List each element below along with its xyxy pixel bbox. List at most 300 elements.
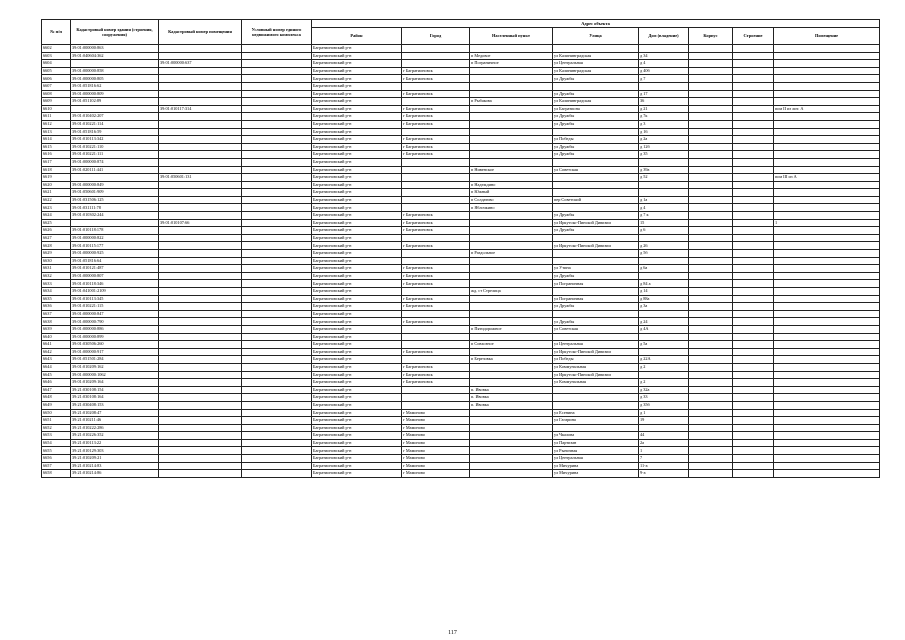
table-row: [42, 45, 880, 53]
cell-street: пер Советский: [553, 196, 639, 204]
table-row: [42, 455, 880, 463]
cell-district: Багратионовский р-н: [312, 455, 402, 463]
cell-cadastral-building: 39:01:000000:925: [71, 250, 159, 258]
cell-room: [774, 128, 880, 136]
table-row: [42, 204, 880, 212]
cell-house: 1: [639, 447, 689, 455]
cell-house: [639, 181, 689, 189]
cell-room: [774, 409, 880, 417]
cell-conditional-number: [242, 424, 312, 432]
cell-cadastral-building: 39:01:010209:162: [71, 363, 159, 371]
cell-cadastral-room: [159, 242, 242, 250]
cell-house: д 3: [639, 120, 689, 128]
cell-settlement: [470, 136, 553, 144]
cell-num: 6608: [42, 90, 71, 98]
table-row: [42, 181, 880, 189]
cell-house: д 24: [639, 318, 689, 326]
cell-city: г Багратионовск: [402, 295, 470, 303]
table-row: [42, 166, 880, 174]
cell-conditional-number: [242, 363, 312, 371]
cell-street: ул Калининградская: [553, 52, 639, 60]
cell-conditional-number: [242, 181, 312, 189]
cell-num: 6646: [42, 379, 71, 387]
cell-city: [402, 166, 470, 174]
header-district: Район: [312, 28, 402, 45]
cell-city: г Багратионовск: [402, 318, 470, 326]
cell-street: ул Коммунальная: [553, 379, 639, 387]
cell-room: [774, 280, 880, 288]
cell-settlement: [470, 113, 553, 121]
cell-district: Багратионовский р-н: [312, 105, 402, 113]
cell-num: 6648: [42, 394, 71, 402]
cell-house: [639, 333, 689, 341]
cell-district: Багратионовский р-н: [312, 143, 402, 151]
cell-cadastral-room: [159, 401, 242, 409]
cell-city: [402, 189, 470, 197]
cell-num: 6651: [42, 417, 71, 425]
cell-num: 6617: [42, 158, 71, 166]
cell-num: 6640: [42, 333, 71, 341]
cell-room: [774, 181, 880, 189]
cell-city: г Мамоново: [402, 470, 470, 478]
cell-cadastral-building: 39:01:000000:917: [71, 348, 159, 356]
cell-room: пом III из А: [774, 174, 880, 182]
cell-house: [639, 310, 689, 318]
cell-stroenie: [733, 325, 774, 333]
cell-cadastral-building: [71, 105, 159, 113]
cell-korpus: [689, 439, 733, 447]
cell-num: 6604: [42, 60, 71, 68]
cell-district: Багратионовский р-н: [312, 234, 402, 242]
cell-settlement: [470, 212, 553, 220]
cell-street: ул Центральная: [553, 60, 639, 68]
cell-num: 6643: [42, 356, 71, 364]
table-row: [42, 325, 880, 333]
page-number: 117: [448, 630, 457, 636]
cell-room: [774, 242, 880, 250]
table-row: [42, 151, 880, 159]
cell-room: [774, 67, 880, 75]
cell-street: ул Пограничная: [553, 280, 639, 288]
cell-cadastral-room: [159, 386, 242, 394]
cell-korpus: [689, 257, 733, 265]
cell-room: [774, 204, 880, 212]
table-row: [42, 348, 880, 356]
cell-settlement: [470, 371, 553, 379]
cell-district: Багратионовский р-н: [312, 310, 402, 318]
cell-house: д 39а: [639, 166, 689, 174]
cell-korpus: [689, 333, 733, 341]
cell-cadastral-building: 39:01:010113:342: [71, 136, 159, 144]
table-row: [42, 401, 880, 409]
cell-cadastral-room: [159, 272, 242, 280]
cell-street: ул Советская: [553, 325, 639, 333]
cell-street: ул Иркутско-Пинской Дивизии: [553, 371, 639, 379]
cell-settlement: [470, 470, 553, 478]
cell-district: Багратионовский р-н: [312, 90, 402, 98]
cell-cadastral-building: 39:01:031506:125: [71, 196, 159, 204]
cell-cadastral-building: 39:21:010214:86: [71, 470, 159, 478]
cell-settlement: [470, 348, 553, 356]
cell-korpus: [689, 462, 733, 470]
cell-conditional-number: [242, 234, 312, 242]
cell-korpus: [689, 455, 733, 463]
cell-room: [774, 98, 880, 106]
cell-stroenie: [733, 67, 774, 75]
cell-conditional-number: [242, 113, 312, 121]
cell-conditional-number: [242, 348, 312, 356]
cell-cadastral-building: 39:01:000000:1062: [71, 371, 159, 379]
cell-cadastral-building: 39:01:030506:260: [71, 341, 159, 349]
cell-cadastral-room: [159, 143, 242, 151]
cell-korpus: [689, 325, 733, 333]
cell-num: 6613: [42, 128, 71, 136]
cell-stroenie: [733, 333, 774, 341]
cell-city: г Багратионовск: [402, 67, 470, 75]
cell-house: [639, 371, 689, 379]
cell-city: г Багратионовск: [402, 363, 470, 371]
cell-cadastral-room: [159, 356, 242, 364]
cell-korpus: [689, 219, 733, 227]
cell-settlement: п Пограничное: [470, 60, 553, 68]
cell-city: г Мамоново: [402, 432, 470, 440]
cell-korpus: [689, 212, 733, 220]
cell-korpus: [689, 348, 733, 356]
cell-district: Багратионовский р-н: [312, 219, 402, 227]
property-register-table: [41, 19, 880, 478]
cell-street: [553, 189, 639, 197]
cell-num: 6623: [42, 204, 71, 212]
cell-cadastral-building: 39:01:041001:2109: [71, 288, 159, 296]
cell-district: Багратионовский р-н: [312, 288, 402, 296]
cell-settlement: п Березовка: [470, 356, 553, 364]
cell-stroenie: [733, 105, 774, 113]
cell-stroenie: [733, 424, 774, 432]
cell-conditional-number: [242, 386, 312, 394]
cell-settlement: п Надеждино: [470, 181, 553, 189]
cell-num: 6612: [42, 120, 71, 128]
cell-district: Багратионовский р-н: [312, 333, 402, 341]
cell-cadastral-room: [159, 310, 242, 318]
cell-house: д 35: [639, 151, 689, 159]
cell-stroenie: [733, 447, 774, 455]
cell-room: [774, 196, 880, 204]
cell-stroenie: [733, 462, 774, 470]
cell-street: [553, 128, 639, 136]
cell-korpus: [689, 265, 733, 273]
cell-korpus: [689, 67, 733, 75]
cell-stroenie: [733, 394, 774, 402]
cell-stroenie: [733, 120, 774, 128]
cell-house: д 5а: [639, 341, 689, 349]
cell-city: г Мамоново: [402, 424, 470, 432]
cell-city: [402, 128, 470, 136]
cell-district: Багратионовский р-н: [312, 52, 402, 60]
cell-district: Багратионовский р-н: [312, 386, 402, 394]
table-row: [42, 67, 880, 75]
cell-korpus: [689, 424, 733, 432]
cell-korpus: [689, 113, 733, 121]
cell-city: г Мамоново: [402, 409, 470, 417]
cell-street: ул Калининградская: [553, 67, 639, 75]
cell-conditional-number: [242, 204, 312, 212]
cell-room: [774, 325, 880, 333]
cell-cadastral-building: 39:01:010118:346: [71, 280, 159, 288]
cell-stroenie: [733, 204, 774, 212]
cell-street: ул Иркутско-Пинской Дивизии: [553, 242, 639, 250]
cell-stroenie: [733, 265, 774, 273]
cell-conditional-number: [242, 409, 312, 417]
table-row: [42, 310, 880, 318]
cell-street: ул Дружбы: [553, 113, 639, 121]
table-row: [42, 75, 880, 83]
cell-korpus: [689, 234, 733, 242]
cell-korpus: [689, 90, 733, 98]
cell-cadastral-building: 39:01:000000:899: [71, 333, 159, 341]
cell-city: г Багратионовск: [402, 90, 470, 98]
cell-conditional-number: [242, 470, 312, 478]
cell-room: [774, 394, 880, 402]
cell-district: Багратионовский р-н: [312, 348, 402, 356]
cell-cadastral-building: 39:01:000000:849: [71, 181, 159, 189]
cell-house: д 21: [639, 105, 689, 113]
cell-house: д 6: [639, 227, 689, 235]
cell-conditional-number: [242, 166, 312, 174]
cell-house: д 33: [639, 394, 689, 402]
cell-cadastral-building: 39:01:010402:207: [71, 113, 159, 121]
cell-korpus: [689, 52, 733, 60]
cell-num: 6611: [42, 113, 71, 121]
cell-cadastral-room: [159, 158, 242, 166]
cell-korpus: [689, 356, 733, 364]
cell-cadastral-building: 39:01:031111:78: [71, 204, 159, 212]
cell-settlement: п. Ивовка: [470, 386, 553, 394]
cell-district: Багратионовский р-н: [312, 363, 402, 371]
cell-street: ул Иркутско-Пинской Дивизии: [553, 219, 639, 227]
table-row: [42, 158, 880, 166]
cell-street: ул Мичурина: [553, 462, 639, 470]
cell-house: [639, 158, 689, 166]
cell-stroenie: [733, 136, 774, 144]
cell-cadastral-building: 39:01:010221:110: [71, 143, 159, 151]
cell-settlement: [470, 67, 553, 75]
cell-house: д 34: [639, 52, 689, 60]
cell-num: 6653: [42, 432, 71, 440]
cell-room: [774, 455, 880, 463]
table-row: [42, 113, 880, 121]
cell-stroenie: [733, 348, 774, 356]
cell-room: [774, 143, 880, 151]
cell-cadastral-building: 39:01:020111:441: [71, 166, 159, 174]
table-row: [42, 196, 880, 204]
cell-street: [553, 158, 639, 166]
cell-conditional-number: [242, 439, 312, 447]
cell-settlement: [470, 120, 553, 128]
cell-cadastral-room: 39:01:050601:131: [159, 174, 242, 182]
table-row: [42, 242, 880, 250]
cell-street: ул Утина: [553, 265, 639, 273]
cell-city: г Багратионовск: [402, 371, 470, 379]
table-row: [42, 227, 880, 235]
cell-city: [402, 401, 470, 409]
cell-cadastral-building: 39:01:010118:178: [71, 227, 159, 235]
cell-num: 6654: [42, 439, 71, 447]
cell-room: [774, 432, 880, 440]
cell-settlement: [470, 462, 553, 470]
cell-cadastral-room: [159, 120, 242, 128]
cell-cadastral-building: 39:01:051501:284: [71, 356, 159, 364]
cell-house: [639, 82, 689, 90]
cell-city: г Багратионовск: [402, 143, 470, 151]
cell-city: г Багратионовск: [402, 265, 470, 273]
cell-district: Багратионовский р-н: [312, 272, 402, 280]
cell-district: Багратионовский р-н: [312, 371, 402, 379]
cell-cadastral-room: [159, 424, 242, 432]
cell-stroenie: [733, 143, 774, 151]
cell-stroenie: [733, 417, 774, 425]
cell-city: [402, 257, 470, 265]
cell-cadastral-room: [159, 196, 242, 204]
cell-cadastral-room: [159, 98, 242, 106]
cell-settlement: [470, 128, 553, 136]
cell-korpus: [689, 75, 733, 83]
cell-conditional-number: [242, 60, 312, 68]
cell-room: 1: [774, 219, 880, 227]
cell-cadastral-building: 39:01:000000:790: [71, 318, 159, 326]
cell-cadastral-building: 39:01:000000:809: [71, 90, 159, 98]
header-cadastral-room: Кадастровый номер помещения: [159, 20, 242, 45]
cell-district: Багратионовский р-н: [312, 325, 402, 333]
cell-street: ул Дружбы: [553, 90, 639, 98]
cell-num: 6603: [42, 52, 71, 60]
cell-settlement: п. Ивовка: [470, 401, 553, 409]
cell-cadastral-room: [159, 250, 242, 258]
cell-city: [402, 341, 470, 349]
cell-conditional-number: [242, 67, 312, 75]
cell-stroenie: [733, 75, 774, 83]
cell-city: [402, 234, 470, 242]
cell-num: 6622: [42, 196, 71, 204]
cell-street: ул Победы: [553, 356, 639, 364]
table-row: [42, 52, 880, 60]
cell-cadastral-building: [71, 174, 159, 182]
cell-conditional-number: [242, 189, 312, 197]
cell-house: д 22А: [639, 356, 689, 364]
cell-cadastral-room: [159, 151, 242, 159]
header-cadastral-building: Кадастровый номер здания (строения, сооружения): [71, 20, 159, 45]
cell-house: д 7: [639, 75, 689, 83]
cell-room: [774, 189, 880, 197]
cell-cadastral-building: 39:01:010113:345: [71, 295, 159, 303]
cell-city: [402, 196, 470, 204]
cell-conditional-number: [242, 257, 312, 265]
cell-cadastral-building: 39:21:030108:164: [71, 394, 159, 402]
cell-room: [774, 341, 880, 349]
cell-num: 6609: [42, 98, 71, 106]
table-row: [42, 105, 880, 113]
cell-stroenie: [733, 439, 774, 447]
table-row: [42, 417, 880, 425]
cell-house: д 88а: [639, 295, 689, 303]
cell-cadastral-building: 39:01:010209:164: [71, 379, 159, 387]
cell-korpus: [689, 371, 733, 379]
cell-room: [774, 462, 880, 470]
cell-num: 6642: [42, 348, 71, 356]
cell-conditional-number: [242, 295, 312, 303]
cell-conditional-number: [242, 455, 312, 463]
cell-stroenie: [733, 257, 774, 265]
cell-stroenie: [733, 295, 774, 303]
cell-house: 36: [639, 98, 689, 106]
cell-street: ул Победы: [553, 136, 639, 144]
cell-house: д 16: [639, 128, 689, 136]
cell-korpus: [689, 295, 733, 303]
cell-cadastral-room: [159, 113, 242, 121]
cell-street: [553, 333, 639, 341]
cell-num: 6624: [42, 212, 71, 220]
cell-street: [553, 181, 639, 189]
cell-cadastral-room: [159, 371, 242, 379]
cell-cadastral-building: 39:01:010121:487: [71, 265, 159, 273]
cell-conditional-number: [242, 75, 312, 83]
table-row: [42, 257, 880, 265]
cell-room: [774, 470, 880, 478]
cell-cadastral-building: 39:01:051816:64: [71, 257, 159, 265]
cell-num: 6634: [42, 288, 71, 296]
cell-settlement: [470, 409, 553, 417]
cell-num: 6630: [42, 257, 71, 265]
cell-cadastral-room: [159, 90, 242, 98]
cell-street: ул Рыночная: [553, 447, 639, 455]
cell-settlement: [470, 439, 553, 447]
header-conditional-number: Условный номер единого недвижимого комплекса: [242, 20, 312, 45]
table-row: [42, 462, 880, 470]
cell-street: ул Дружбы: [553, 151, 639, 159]
cell-city: [402, 82, 470, 90]
cell-house: 19: [639, 417, 689, 425]
table-row: [42, 409, 880, 417]
cell-conditional-number: [242, 333, 312, 341]
cell-house: [639, 257, 689, 265]
cell-conditional-number: [242, 82, 312, 90]
cell-cadastral-room: [159, 295, 242, 303]
cell-num: 6633: [42, 280, 71, 288]
cell-num: 6615: [42, 143, 71, 151]
cell-num: 6625: [42, 219, 71, 227]
cell-district: Багратионовский р-н: [312, 196, 402, 204]
cell-city: [402, 45, 470, 53]
cell-stroenie: [733, 45, 774, 53]
table-row: [42, 424, 880, 432]
cell-cadastral-room: [159, 280, 242, 288]
cell-cadastral-building: 39:01:010221:114: [71, 120, 159, 128]
cell-cadastral-building: 39:01:010115:177: [71, 242, 159, 250]
cell-city: [402, 356, 470, 364]
cell-street: ул Мичурина: [553, 470, 639, 478]
cell-korpus: [689, 379, 733, 387]
cell-room: [774, 379, 880, 387]
cell-stroenie: [733, 288, 774, 296]
cell-house: д 2: [639, 363, 689, 371]
cell-conditional-number: [242, 143, 312, 151]
cell-city: г Багратионовск: [402, 348, 470, 356]
cell-stroenie: [733, 166, 774, 174]
cell-cadastral-building: 39:01:000000:863: [71, 45, 159, 53]
cell-city: г Багратионовск: [402, 280, 470, 288]
cell-city: [402, 204, 470, 212]
cell-settlement: жд. ст Стрелица: [470, 288, 553, 296]
cell-city: [402, 325, 470, 333]
